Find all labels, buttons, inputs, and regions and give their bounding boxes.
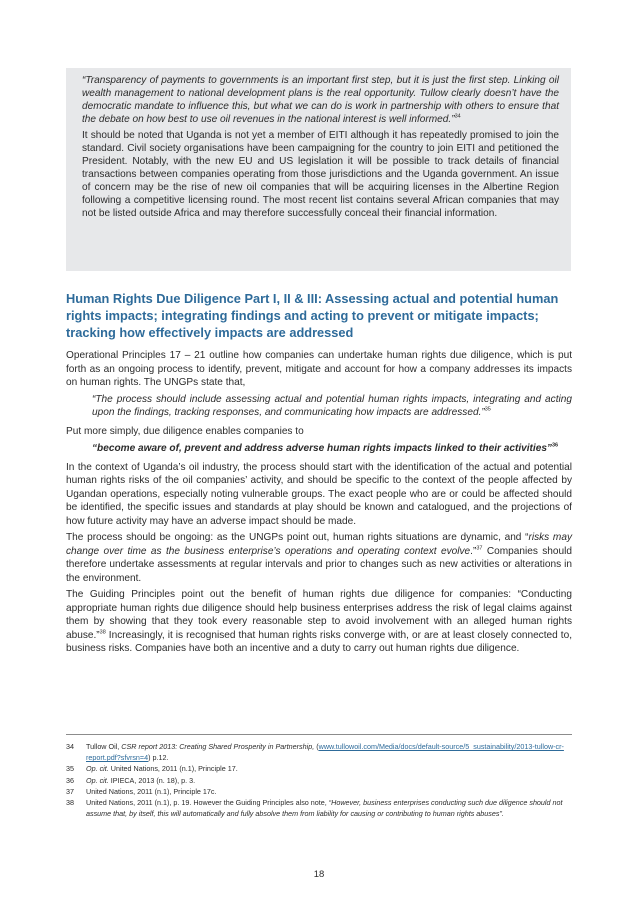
footnotes bbox=[66, 741, 572, 819]
footnote-34: 34 Tullow Oil, CSR report 2013: Creating Shared Prosperity in Partnership, (www.tullowoil.com/Media/docs/default-source/5_sustainability/2013-tullow-cr-report.pdf?sfvrsn=4) p.12. bbox=[66, 742, 564, 763]
footnote-36: 36 Op. cit. IPIECA, 2013 (n. 18), p. 3. bbox=[66, 775, 196, 785]
footnote-38: 38 United Nations, 2011 (n.1), p. 19. However the Guiding Principles also note, “However, business enterprises conducting such due diligence should not assume that, by itself, this will automatically and fully absolve them from liability for causing or contributing to human rights abuses”. bbox=[66, 798, 563, 819]
quote-box bbox=[66, 68, 571, 271]
body-paragraph-2: Put more simply, due diligence enables companies to bbox=[66, 425, 304, 437]
footnote-divider bbox=[66, 734, 572, 735]
footnote-37: 37 United Nations, 2011 (n.1), Principle 17c. bbox=[66, 786, 217, 796]
body-paragraph-3: In the context of Uganda’s oil industry, the process should start with the identification of the actual and potential human rights risks of the oil companies’ activity, and should be specific to the context of the people affected by Ugandan operations, especially noting vulnerable groups. The exact people who are or could be affected should be identified, the specific issues and standards at play should be known and catalogued, and the projections of how future activity may have an adverse impact should be made. bbox=[66, 461, 572, 527]
tullow-report-link[interactable]: www.tullowoil.com/Media/docs/default-source/5_sustainability/2013-tullow-cr-report.pdf?sfvrsn=4 bbox=[86, 742, 564, 763]
footnote-ref-34: 34 bbox=[454, 113, 461, 120]
body-paragraph-1: Operational Principles 17 – 21 outline how companies can undertake human rights due diligence, which is put forth as an ongoing process to identify, prevent, mitigate and account for how a company addresses its impacts on human rights. The UNGPs state that, bbox=[66, 350, 572, 388]
section-heading: Human Rights Due Diligence Part I, II & III: Assessing actual and potential human rights impacts; integrating findings and acting to prevent or mitigate impacts; tracking how effectively impacts are addressed bbox=[66, 291, 559, 340]
footnote-ref-38: 38 bbox=[99, 629, 106, 636]
footnote-ref-35: 35 bbox=[484, 406, 491, 413]
footnote-ref-37: 37 bbox=[476, 545, 483, 552]
due-diligence-quote: “become aware of, prevent and address adverse human rights impacts linked to their activities”$^{36}$ bbox=[92, 442, 559, 454]
main-body bbox=[66, 349, 572, 659]
footnote-35: 35 Op. cit. United Nations, 2011 (n.1), Principle 17. bbox=[66, 764, 238, 774]
ungp-quote: “The process should include assessing actual and potential human rights impacts, integrating and acting upon the findings, tracking responses, and communicating how impacts are addressed.”$^{35}$ bbox=[92, 393, 572, 418]
footnote-ref-36: 36 bbox=[551, 442, 559, 449]
page-number: 18 bbox=[313, 869, 325, 880]
body-paragraph-4: The process should be ongoing: as the UNGPs point out, human rights situations are dynamic, and “risks may change over time as the business enterprise’s operations and operating context evolve.”$^{37}$ Companies should therefore undertake assessments at regular intervals and prior to changes such as new activities or alterations in the environment. bbox=[66, 532, 572, 584]
tullow-quote: “Transparency of payments to governments is an important first step, but it is just the first step. Linking oil wealth management to national development plans is the real opportunity. Tullow clearly doesn’t have the democratic mandate to influence this, but what we can do is work in partnership with others to ensure that the debate on how best to use oil revenues in the national interest is well informed.”$^{34}$ bbox=[82, 75, 559, 126]
eiti-paragraph: It should be noted that Uganda is not yet a member of EITI although it has repeatedly promised to join the standard. Civil society organisations have been campaigning for the country to join EITI and petitioned the President. Notably, with the new EU and US legislation it will be possible to track details of financial transactions between companies operating from those jurisdictions and the Uganda government. An issue of concern may be the rise of new oil companies that will be acquiring licenses in the Albertine Region following a competitive licensing round. The most recent list contains several African companies that may not be listed outside Africa and may therefore successfully conceal their financial information. bbox=[82, 130, 559, 220]
body-paragraph-5: The Guiding Principles point out the benefit of human rights due diligence for companies: “Conducting appropriate human rights due diligence should help business enterprises address the risk of legal claims against them by showing that they took every reasonable step to avoid involvement with an alleged human rights abuse.”$^{38}$ Increasingly, it is recognised that human rights risks converge with, or are at least closely connected to, business risks. Companies have both an incentive and a duty to carry out human rights due diligence. bbox=[66, 589, 572, 654]
